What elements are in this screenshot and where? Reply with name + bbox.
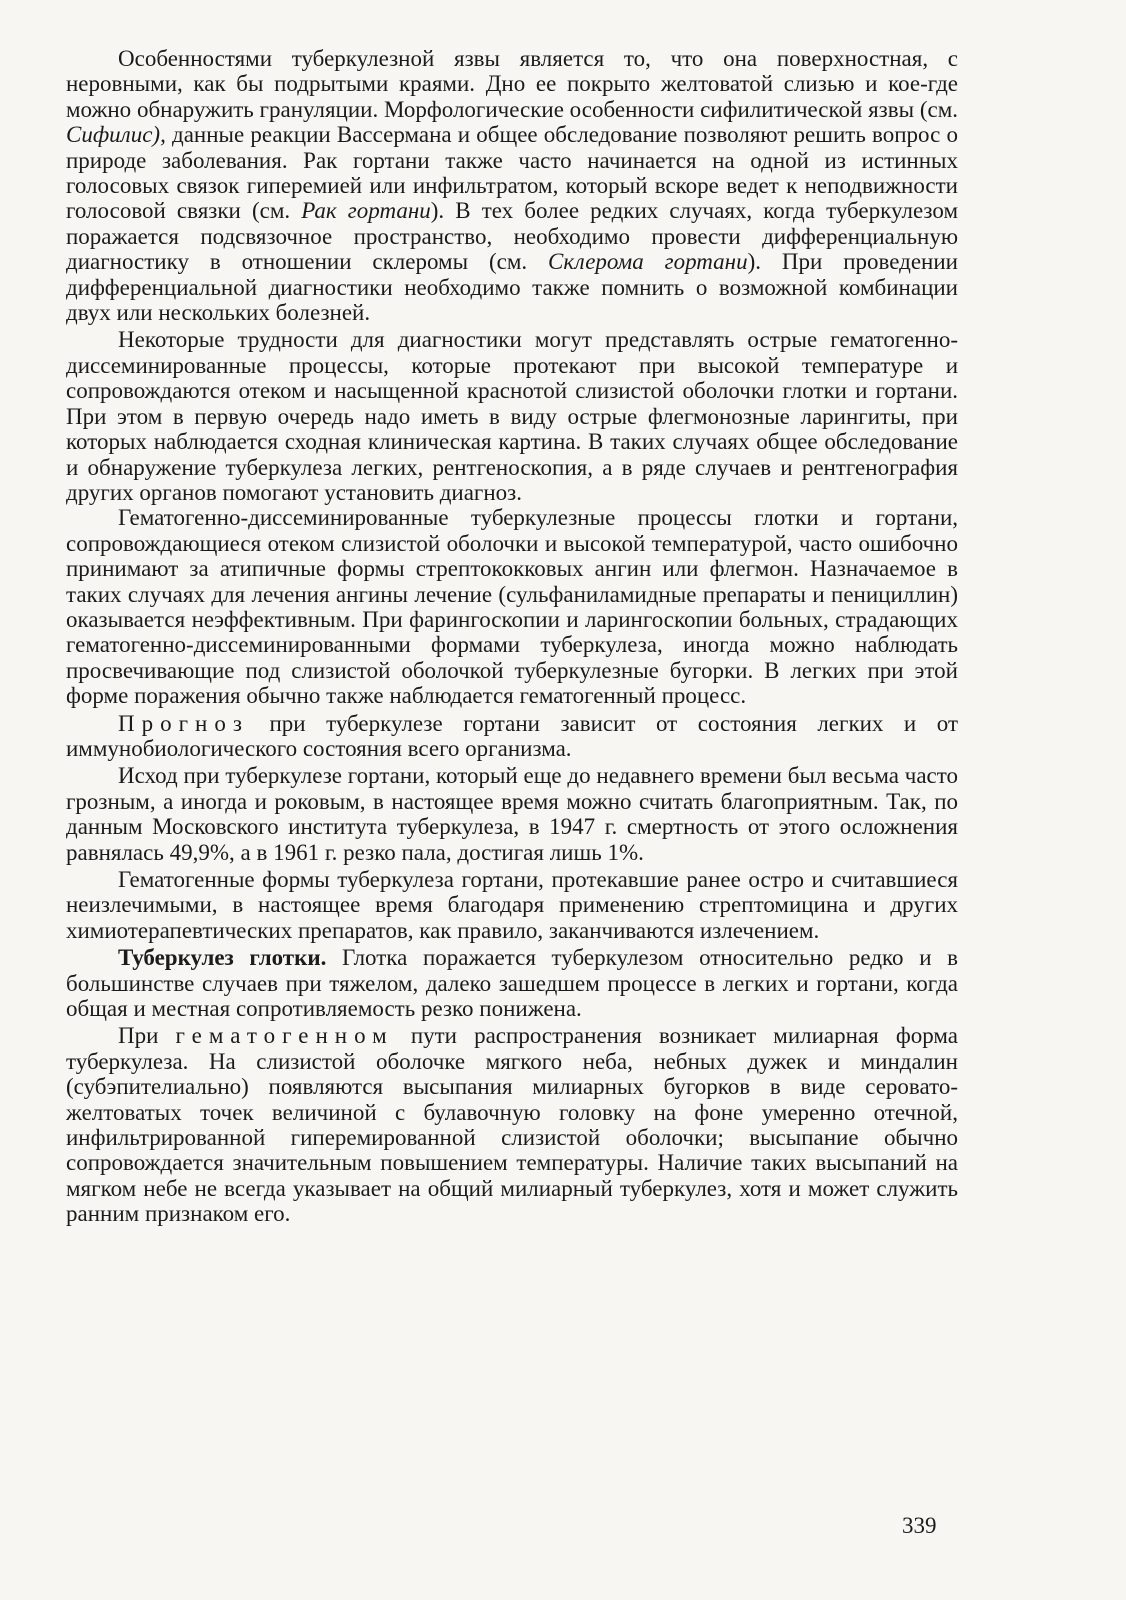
text-run: пути распространения возникает милиарная форма туберкулеза. На слизистой оболочке мягкого неба, небных дужек и миндалин (субэпителиально) появляются высыпания милиарных бугорков в виде серовато-желтоватых точек величиной с булавочную головку на фоне умеренно отечной, инфильтрированной гиперемированной слизистой оболочки; высыпание обычно сопровождается значительным повышением температуры. Наличие таких высыпаний на мягком небе не всегда указывает на общий милиарный туберкулез, хотя и может служить ранним признаком его. <box>66 1023 958 1227</box>
hematogenous-term: гематогенном <box>175 1023 394 1049</box>
text-run: ). В тех более редких случаях, когда туберкулезом поражается подсвязочное пространство, необходимо провести дифференциальную диагностику в отношении склеромы (см. <box>66 198 958 275</box>
paragraph-hematogenous-forms <box>66 867 958 943</box>
page-number: 339 <box>902 1513 937 1538</box>
paragraph-pharynx-tuberculosis <box>66 945 958 1021</box>
paragraph-diagnostic-difficulties <box>66 327 958 505</box>
text-run: ). При проведении дифференциальной диагностики необходимо также помнить о возможной комбинации двух или нескольких болезней. <box>66 249 958 326</box>
page-body <box>66 46 958 1227</box>
section-heading: Туберкулез глотки. <box>118 945 327 971</box>
text-run: Особенностями туберкулезной язвы является то, что она поверхностная, с неровными, как бы подрытыми краями. Дно ее покрыто желтоватой слизью и кое-где можно обнаружить грануляции. Морфологические особенности сифилитической язвы (см. <box>66 46 958 122</box>
text-run: при туберкулезе гортани зависит от состояния легких и от иммунобиологического состояния всего организма. <box>66 710 958 761</box>
text-run: Исход при туберкулезе гортани, который еще до недавнего времени был весьма часто грозным, а иногда и роковым, в настоящее время можно считать благоприятным. Так, по данным Московского института туберкулеза, в 1947 г. смертность от этого осложнения равнялась 49,9%, а в 1961 г. резко пала, достигая лишь 1%. <box>66 763 958 865</box>
text-run: Некоторые трудности для диагностики могут представлять острые гематогенно-диссеминированные процессы, которые протекают при высокой температуре и сопровождаются отеком и насыщенной краснотой слизистой оболочки глотки и гортани. При этом в первую очередь надо иметь в виду острые флегмонозные ларингиты, при которых наблюдается сходная клиническая картина. В таких случаях общее обследование и обнаружение туберкулеза легких, рентгеноскопия, а в ряде случаев и рентгенография других органов помогают установить диагноз. <box>66 327 958 505</box>
cross-reference-scleroma: Склерома гортани <box>548 249 748 275</box>
paragraph-prognosis <box>66 711 958 762</box>
paragraph-hematogenous-processes <box>66 505 958 708</box>
paragraph-miliary-form <box>66 1023 958 1226</box>
prognosis-term: Прогноз <box>118 710 249 736</box>
text-run: Глотка поражается туберкулезом относительно редко и в большинстве случаев при тяжелом, далеко зашедшем процессе в легких и гортани, когда общая и местная сопротивляемость резко понижена. <box>66 945 958 1022</box>
text-run: данные реакции Вассермана и общее обследование позволяют решить вопрос о природе заболевания. Рак гортани также часто начинается на одной из истинных голосовых связок гиперемией или инфильтратом, который вскоре ведет к неподвижности голосовой связки (см. <box>66 122 958 224</box>
text-run: Гематогенно-диссеминированные туберкулезные процессы глотки и гортани, сопровождающиеся отеком слизистой оболочки и высокой температурой, часто ошибочно принимают за атипичные формы стрептококковых ангин или флегмон. Назначаемое в таких случаях для лечения ангины лечение (сульфаниламидные препараты и пенициллин) оказывается неэффективным. При фарингоскопии и ларингоскопии больных, страдающих гематогенно-диссеминированными формами туберкулеза, иногда можно наблюдать просвечивающие под слизистой оболочкой туберкулезные бугорки. В легких при этой форме поражения обычно также наблюдается гематогенный процесс. <box>66 505 958 709</box>
paragraph-tuberculous-ulcer <box>66 46 958 325</box>
text-run: Гематогенные формы туберкулеза гортани, протекавшие ранее остро и считавшиеся неизлечимыми, в настоящее время благодаря применению стрептомицина и других химиотерапевтических препаратов, как правило, заканчиваются излечением. <box>66 867 958 943</box>
text-run: При <box>118 1023 176 1049</box>
cross-reference-larynx-cancer: Рак гортани <box>301 198 431 224</box>
paragraph-outcome <box>66 763 958 865</box>
cross-reference-syphilis: Сифилис), <box>66 122 166 148</box>
